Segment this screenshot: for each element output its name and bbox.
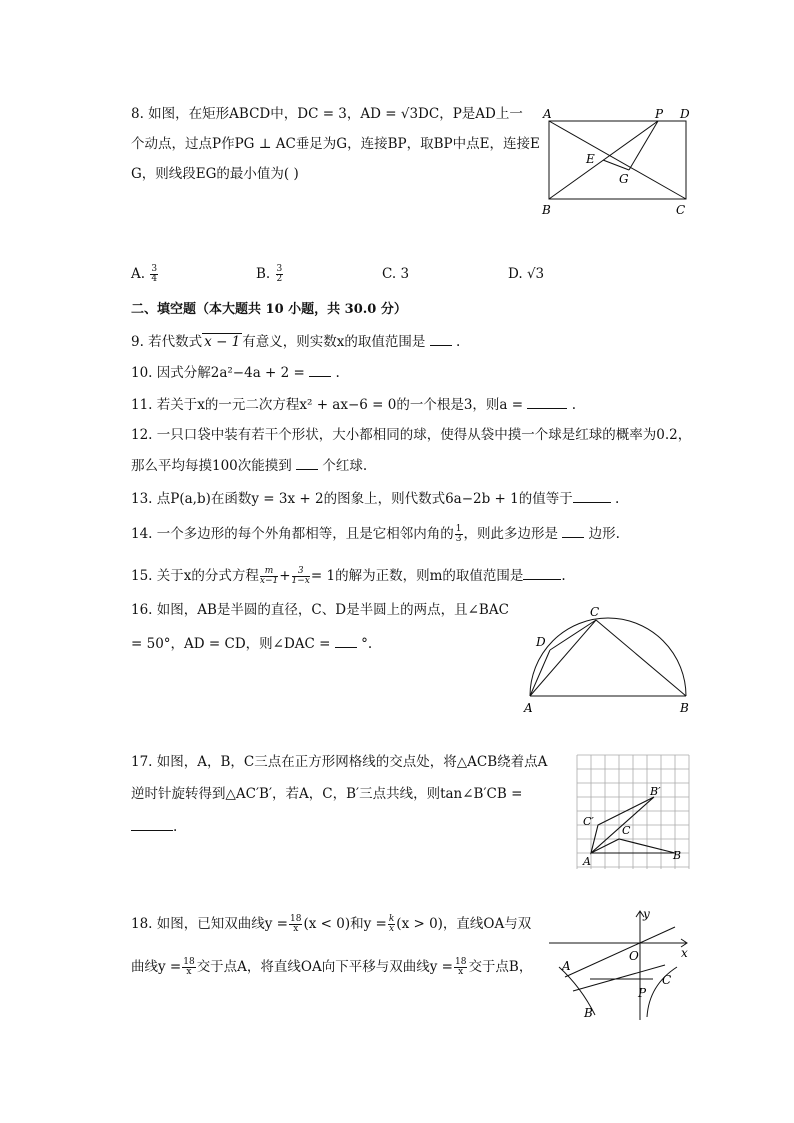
segment-pg (629, 121, 658, 170)
line-shifted (573, 965, 665, 991)
label-b: B (673, 849, 682, 862)
q17-line1: 17. 如图，A，B，C三点在正方形网格线的交点处，将△ACB绕着点A (131, 754, 548, 770)
label-e: E (586, 152, 595, 166)
q11-answer-blank[interactable] (527, 394, 567, 409)
label-a: A (543, 107, 552, 121)
diagonal-ac (549, 121, 686, 199)
q15-answer-blank[interactable] (523, 565, 561, 580)
chord-cb (596, 620, 686, 696)
label-a: A (524, 701, 533, 715)
chord-dc (550, 620, 596, 650)
label-c: C (676, 203, 686, 217)
q12-line2: 那么平均每摸100次能摸到 个红球. (131, 455, 367, 476)
q8-option-a: A. $\frac{3}{4}$ (131, 264, 158, 284)
label-d: D (536, 635, 546, 649)
q8-line2: 个动点，过点P作PG ⊥ AC垂足为G，连接BP，取BP中点E，连接E (131, 136, 540, 152)
label-p: P (638, 986, 647, 1000)
label-b-prime: B′ (650, 785, 661, 798)
label-x: x (681, 946, 688, 960)
q13: 13. 点P(a,b)在函数y = 3x + 2的图象上，则代数式6a−2b + 1的值等于 . (131, 488, 619, 509)
q11: 11. 若关于x的一元二次方程x² + ax−6 = 0的一个根是3，则a = . (131, 394, 576, 415)
label-b: B (680, 701, 689, 715)
segment-eg (603, 160, 629, 170)
label-c: C (590, 605, 600, 619)
label-a: A (583, 855, 591, 868)
q12-line1: 12. 一只口袋中装有若干个形状，大小都相同的球，使得从袋中摸一个球是红球的概率为0.2， (131, 427, 692, 443)
q18-hyperbola-figure (545, 905, 695, 1025)
q14-answer-blank[interactable] (562, 523, 584, 538)
q18-line2: 曲线y = $\frac{18}{x}$ 交于点A，将直线OA向下平移与双曲线y = $\frac{18}{x}$ 交于点B， (131, 957, 533, 977)
q14: 14. 一个多边形的每个外角都相等，且是它相邻内角的 $\frac{1}{3}$ ，则此多边形是 边形. (131, 524, 620, 544)
q17-grid-figure (570, 752, 696, 874)
q12-answer-blank[interactable] (296, 455, 318, 470)
line-oa (565, 927, 675, 977)
q8-option-b: B. $\frac{3}{2}$ (256, 264, 283, 284)
q16-answer-blank[interactable] (335, 633, 357, 648)
q16-semicircle-figure (518, 600, 698, 720)
label-y: y (643, 907, 650, 921)
q8-option-d: D. √3 (508, 266, 545, 282)
q8-rectangle-figure (538, 102, 698, 220)
q18-line1: 18. 如图，已知双曲线y = $\frac{18}{x}$ (x < 0)和y = $\frac{k}{x}$ (x > 0)，直线OA与双 (131, 914, 532, 934)
label-o: O (629, 949, 639, 963)
q8-line3: G，则线段EG的最小值为( ) (131, 166, 299, 182)
q10-answer-blank[interactable] (309, 362, 331, 377)
q17-line3: . (131, 816, 177, 837)
label-c: C (662, 973, 672, 987)
q8-line1: 8. 如图，在矩形ABCD中，DC = 3，AD = √3DC，P是AD上一 (131, 106, 523, 122)
q13-answer-blank[interactable] (573, 488, 611, 503)
q15: 15. 关于x的分式方程 $\frac{m}{x-1}$ + $\frac{3}{1-x}$ = 1的解为正数，则m的取值范围是 . (131, 566, 566, 586)
q10: 10. 因式分解2a²−4a + 2 = . (131, 362, 340, 383)
q8-option-c: C. 3 (382, 266, 410, 282)
q9-answer-blank[interactable] (430, 331, 452, 346)
q16-line2: = 50°，AD = CD，则∠DAC = °. (131, 633, 372, 654)
q9: 9. 若代数式 x − 1 有意义，则实数x的取值范围是 . (131, 331, 460, 352)
label-b: B (584, 1006, 593, 1020)
q17-line2: 逆时针旋转得到△AC′B′，若A，C，B′三点共线，则tan∠B′CB = (131, 786, 523, 802)
label-b: B (542, 203, 551, 217)
section-2-title: 二、填空题（本大题共 10 小题，共 30.0 分） (131, 302, 407, 317)
label-d: D (680, 107, 690, 121)
label-c: C (622, 824, 631, 837)
label-c-prime: C′ (583, 815, 594, 828)
label-g: G (619, 172, 629, 186)
label-p: P (655, 107, 664, 121)
label-a: A (562, 959, 571, 973)
q16-line1: 16. 如图，AB是半圆的直径，C、D是半圆上的两点，且∠BAC (131, 602, 509, 618)
q17-answer-blank[interactable] (131, 816, 173, 831)
